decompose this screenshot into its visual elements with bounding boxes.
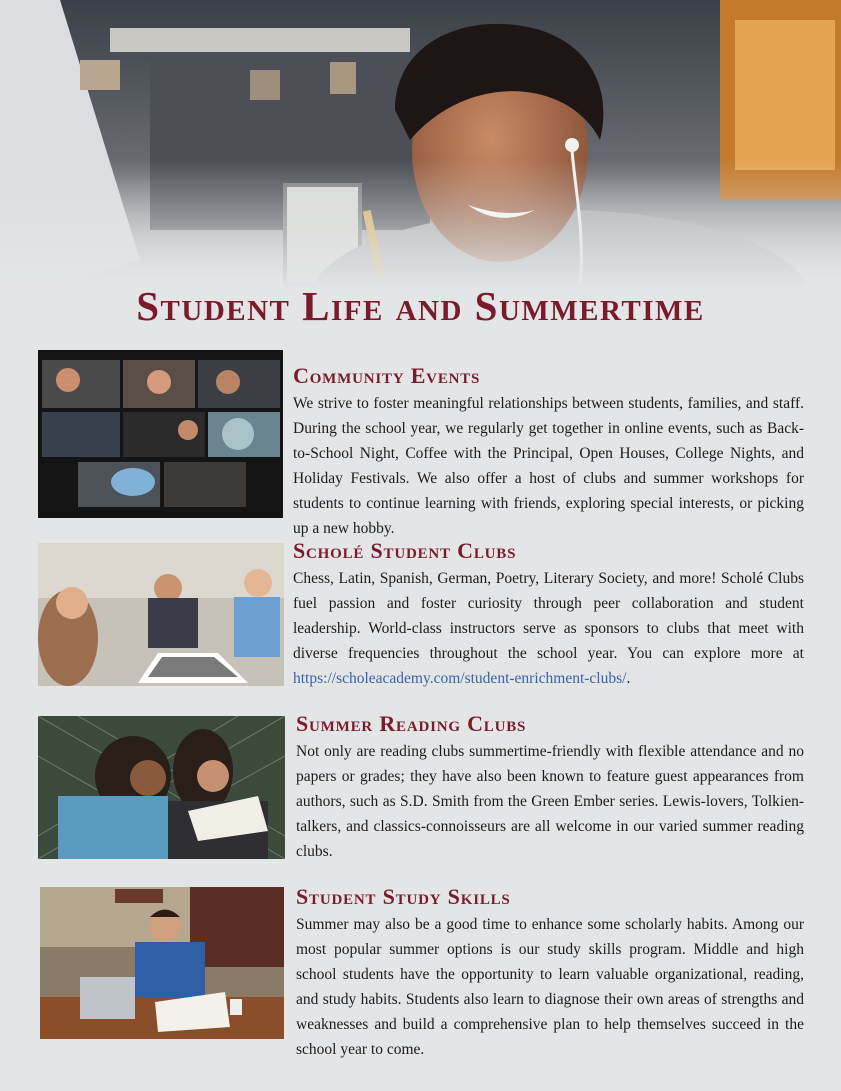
section-text [296, 712, 804, 864]
section-summer-reading-clubs [0, 711, 841, 861]
section-body-end: . [626, 670, 631, 687]
section-text [293, 364, 804, 541]
section-photo [38, 716, 285, 859]
section-photo [40, 887, 284, 1039]
section-body: Summer may also be a good time to enhance some scholarly habits. Among our most popular summer options is our study skills program. Middle and high school students have the opportunity to learn valuable organizational, reading, and study habits. Students also learn to diagnose their own areas of strengths and weaknesses and build a comprehensive plan to help themselves succeed in the school year to come. [296, 916, 804, 1058]
section-heading: Community Events [293, 363, 481, 388]
section-heading: Scholé Student Clubs [293, 538, 517, 563]
video-call-grid-photo-icon [38, 350, 283, 518]
section-body: Not only are reading clubs summertime-friendly with flexible attendance and no papers or grades; they have also been known to feature guest appearances from authors, such as S.D. Smith from the Green Ember series. Lewis-lovers, Tolkien-talkers, and classics-connoisseurs are all welcome in our varied summer reading clubs. [296, 743, 804, 860]
girls-reading-photo-icon [38, 716, 285, 859]
student-studying-photo-icon [40, 887, 284, 1039]
section-photo [38, 350, 283, 518]
section-heading: Summer Reading Clubs [296, 711, 527, 736]
section-schole-student-clubs [0, 538, 841, 688]
section-body [293, 566, 804, 691]
clubs-link[interactable]: https://scholeacademy.com/student-enrichment-clubs/ [293, 670, 627, 687]
section-text [293, 539, 804, 691]
page-title: Student Life and Summertime [136, 283, 705, 329]
section-community-events [0, 350, 841, 537]
section-text [296, 885, 804, 1062]
section-heading: Student Study Skills [296, 884, 511, 909]
section-body: We strive to foster meaningful relationships between students, families, and staff. During the school year, we regularly get together in online events, such as Back-to-School Night, Coffee with the Principal, Open Houses, College Nights, and Holiday Festivals. We also offer a host of clubs and summer workshops for students to continue learning with friends, exploring special interests, or picking up a new hobby. [293, 395, 804, 537]
section-body-text: Chess, Latin, Spanish, German, Poetry, Literary Society, and more! Scholé Clubs fuel passion and foster curiosity through peer collaboration and student leadership. World-class instructors serve as sponsors to clubs that meet with diverse frequencies throughout the school year. You can explore more at [293, 570, 804, 662]
section-photo [38, 543, 284, 686]
section-student-study-skills [0, 884, 841, 1058]
hero-photo [0, 0, 841, 290]
chess-club-photo-icon [38, 543, 284, 686]
hero-photo-boy-laptop-icon [0, 0, 841, 290]
